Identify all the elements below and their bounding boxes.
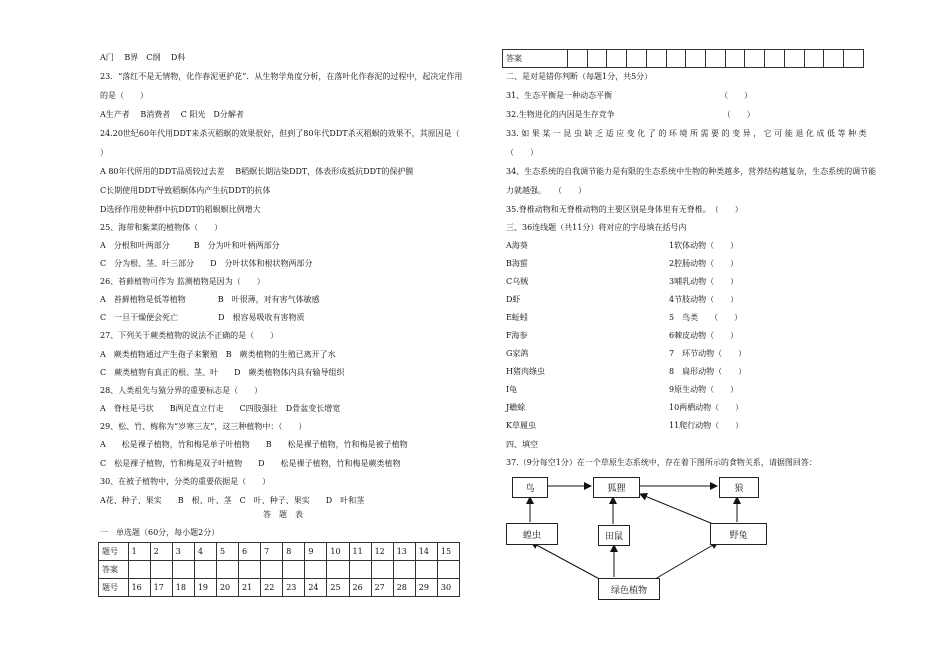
question-text-line: 的是（ ）	[100, 91, 148, 100]
table-cell: 7	[261, 543, 283, 561]
table-cell: 26	[349, 579, 371, 597]
question-text-line: 26、苔藓植物可作为 监测植物是因为（ ）	[100, 277, 265, 286]
single-choice-heading: 一 单选题（60分，每小题2分）	[100, 528, 220, 537]
match-left-item: A海葵	[506, 241, 528, 250]
match-right-item: 9原生动物（ ）	[669, 385, 739, 394]
question-text-line: C 松是裸子植物，竹和梅是双子叶植物 D 松是裸子植物，竹和梅是蕨类植物	[100, 459, 401, 468]
answer-table-title: 答 题 表	[263, 510, 303, 519]
question-text-line: C长期使用DDT导致稻螟体内产生抗DDT的抗体	[100, 186, 271, 195]
question-text-line: 29、松、竹、梅称为“岁寒三友”，这三种植物中：（ ）	[100, 422, 307, 431]
table-row-label: 题号	[99, 579, 129, 597]
table-cell: 8	[283, 543, 305, 561]
table-cell: 1	[128, 543, 150, 561]
table-cell: 29	[415, 579, 437, 597]
table-cell: 22	[261, 579, 283, 597]
question-text-line: A 松是裸子植物，竹和梅是单子叶植物 B 松是裸子植物，竹和梅是被子植物	[100, 440, 408, 449]
question-text-line: 力就越强。 （ ）	[506, 186, 586, 195]
table-cell: 23	[283, 579, 305, 597]
table-cell: 17	[150, 579, 172, 597]
table-cell: 10	[327, 543, 349, 561]
question-text-line: D选择作用使种群中抗DDT的稻螟螟比例增大	[100, 205, 261, 214]
table-cell: 20	[216, 579, 238, 597]
match-left-item: B海蜇	[506, 259, 528, 268]
table-cell: 25	[327, 579, 349, 597]
question-text-line: 27、下列关于蕨类植物的说法不正确的是（ ）	[100, 331, 279, 340]
table-cell: 30	[437, 579, 459, 597]
match-left-item: J蟾蜍	[506, 403, 526, 412]
question-text-line: C 蕨类植物有真正的根、茎、叶 D 蕨类植物体内具有输导组织	[100, 368, 345, 377]
question-text-line: A门 B界 C纲 D科	[100, 53, 186, 62]
match-right-item: 4节肢动物（ ）	[669, 295, 739, 304]
table-cell: 6	[239, 543, 261, 561]
match-right-item: 1软体动物（ ）	[669, 241, 739, 250]
table-cell: 5	[216, 543, 238, 561]
question-text-line: 三、36连线题（共11分）将对应的字母填在括号内	[506, 223, 687, 232]
question-text-line: 33. 如 果 某 一 昆 虫 缺 乏 适 应 变 化 了 的 环 境 所 需 要 的 变 异 ， 它 可 能 退 化 成 低 等 种 类	[506, 129, 867, 138]
food-web-node-wolf: 狼	[719, 477, 759, 498]
match-left-item: I龟	[506, 385, 518, 394]
match-left-item: K草履虫	[506, 421, 536, 430]
arrow-plant-rabbit	[650, 542, 718, 582]
food-web-node-rabbit: 野兔	[710, 523, 767, 545]
table-cell: 3	[172, 543, 194, 561]
match-right-item: 8 扁形动物（ ）	[669, 367, 747, 376]
question-37: 37.（9分每空1分）在一个草原生态系统中，存在着下图所示的食物关系，请据图回答：	[506, 458, 817, 467]
table-cell: 13	[393, 543, 415, 561]
table-cell: 21	[239, 579, 261, 597]
table-cell: 16	[128, 579, 150, 597]
question-text-line: 32.生物进化的内因是生存竞争 （ ）	[506, 110, 755, 119]
question-text-line: ）	[100, 148, 108, 157]
food-web-node-bird: 鸟	[512, 477, 548, 498]
table-cell: 28	[393, 579, 415, 597]
question-text-line: A花、种子、果实 B 根、叶、茎 C 叶、种子、果实 D 叶和茎	[100, 496, 365, 505]
food-web-node-mouse: 田鼠	[598, 525, 630, 546]
match-right-item: 11爬行动物（ ）	[669, 421, 744, 430]
question-text-line: 34、生态系统的自我调节能力是有限的生态系统中生物的种类越多，营养结构越复杂，生态系统的调节能	[506, 167, 877, 176]
question-text-line: 23．“落红不是无情物，化作春泥更护花”．从生物学角度分析，在落叶化作春泥的过程中，起决定作用	[100, 72, 463, 81]
match-left-item: G家鸽	[506, 349, 529, 358]
table-cell: 2	[150, 543, 172, 561]
table-cell: 4	[194, 543, 216, 561]
question-text-line: 24.20世纪60年代用DDT来杀灭稻螟的效果很好，但到了80年代DDT杀灭稻螟的效果不，其原因是（	[100, 129, 460, 138]
match-right-item: 7 环节动物（ ）	[669, 349, 747, 358]
question-text-line: 31、生态平衡是一种动态平衡 （ ）	[506, 91, 753, 100]
food-web-node-fox: 狐狸	[593, 477, 640, 498]
question-text-line: A 80年代所用的DDT品质较过去差 B稻螟长期沾染DDT，体表形成抵抗DDT的保护膜	[100, 167, 414, 176]
table-cell: 24	[305, 579, 327, 597]
table-cell: 19	[194, 579, 216, 597]
table-cell: 14	[415, 543, 437, 561]
question-text-line: A 分根和叶两部分 B 分为叶和叶柄两部分	[100, 241, 280, 250]
question-text-line: 30、在被子植物中，分类的重要依据是（ ）	[100, 477, 271, 486]
table-cell: 9	[305, 543, 327, 561]
match-left-item: C乌贼	[506, 277, 529, 286]
question-text-line: A生产者 B消费者 C 阳光 D分解者	[100, 110, 244, 119]
question-text-line: 二、是对是错你判断（每题1分，共5分）	[506, 72, 653, 81]
food-web-node-insect: 蝗虫	[506, 523, 558, 545]
question-text-line: C 分为根、茎、叶三部分 D 分叶状体和根状物两部分	[100, 259, 313, 268]
question-text-line: 35.脊椎动物和无脊椎动物的主要区别是身体里有无脊椎。 （ ）	[506, 205, 743, 214]
food-web-node-plant: 绿色植物	[598, 578, 660, 600]
table-cell: 15	[437, 543, 459, 561]
match-right-item: 6棘皮动物（ ）	[669, 331, 739, 340]
match-right-item: 2腔肠动物（ ）	[669, 259, 739, 268]
table-cell: 27	[371, 579, 393, 597]
question-text-line: A 苔藓植物是低等植物 B 叶很薄，对有害气体敏感	[100, 295, 320, 304]
question-text-line: C 一旦干燥便会死亡 D 根容易吸收有害物质	[100, 313, 305, 322]
question-text-line: 25、海带和紫菜的植物体（ ）	[100, 223, 223, 232]
match-right-item: 5 鸟类 （ ）	[669, 313, 743, 322]
match-right-item: 3哺乳动物（ ）	[669, 277, 739, 286]
table-cell: 11	[349, 543, 371, 561]
table-row-label: 答案	[99, 561, 129, 579]
table-cell: 18	[172, 579, 194, 597]
table-row-label: 题号	[99, 543, 129, 561]
match-left-item: D虾	[506, 295, 521, 304]
question-text-line: A 脊柱是弓状 B两足直立行走 C四肢强壮 D骨盆变长增宽	[100, 404, 341, 413]
match-right-item: 10两栖动物（ ）	[669, 403, 744, 412]
arrow-plant-insect	[531, 542, 605, 582]
table-row-label: 答案	[503, 50, 568, 68]
match-left-item: F海参	[506, 331, 528, 340]
table-cell: 12	[371, 543, 393, 561]
question-text-line: A 蕨类植物通过产生孢子来繁殖 B 蕨类植物的生殖已离开了水	[100, 350, 336, 359]
fill-heading: 四、填空	[506, 440, 538, 449]
question-text-line: 28、人类祖先与猿分界的重要标志是（ ）	[100, 386, 263, 395]
question-text-line: （ ）	[506, 148, 538, 157]
match-left-item: E蚯蚓	[506, 313, 528, 322]
arrow-rabbit-fox	[640, 494, 718, 526]
match-left-item: H猪肉绦虫	[506, 367, 545, 376]
